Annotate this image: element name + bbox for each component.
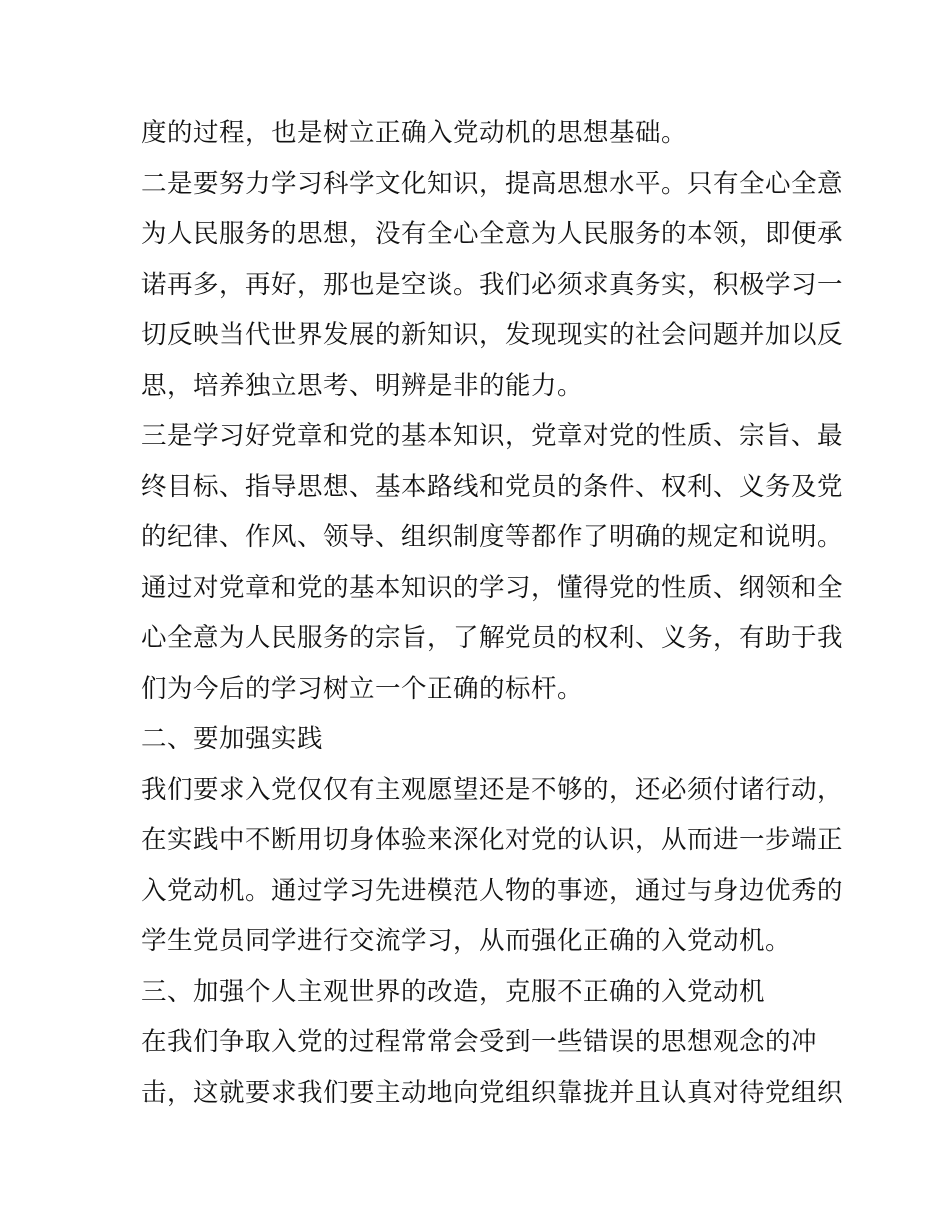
text-line: 切反映当代世界发展的新知识，发现现实的社会问题并加以反 — [141, 320, 844, 350]
text-line: 在我们争取入党的过程常常会受到一些错误的思想观念的冲 — [141, 1027, 818, 1057]
document-body — [141, 108, 844, 1118]
section-heading: 三、加强个人主观世界的改造，克服不正确的入党动机 — [141, 976, 766, 1007]
text-line: 们为今后的学习树立一个正确的标杆。 — [141, 673, 584, 704]
section-heading: 二、要加强实践 — [141, 724, 324, 754]
text-line: 三是学习好党章和党的基本知识，党章对党的性质、宗旨、最 — [141, 421, 844, 451]
text-line: 度的过程，也是树立正确入党动机的思想基础。 — [141, 118, 688, 148]
text-line: 诺再多，再好，那也是空谈。我们必须求真务实，积极学习一 — [141, 269, 844, 300]
text-line: 入党动机。通过学习先进模范人物的事迹，通过与身边优秀的 — [141, 875, 844, 906]
text-line: 为人民服务的思想，没有全心全意为人民服务的本领，即便承 — [141, 219, 844, 249]
text-line: 二是要努力学习科学文化知识，提高思想水平。只有全心全意 — [141, 168, 844, 199]
text-line: 我们要求入党仅仅有主观愿望还是不够的，还必须付诸行动， — [141, 774, 844, 805]
text-line: 学生党员同学进行交流学习，从而强化正确的入党动机。 — [141, 926, 792, 956]
text-line: 在实践中不断用切身体验来深化对党的认识，从而进一步端正 — [141, 825, 844, 855]
text-line: 击，这就要求我们要主动地向党组织靠拢并且认真对待党组织 — [141, 1077, 844, 1108]
text-line: 思，培养独立思考、明辨是非的能力。 — [141, 370, 584, 401]
text-line: 的纪律、作风、领导、组织制度等都作了明确的规定和说明。 — [141, 522, 844, 552]
text-line: 终目标、指导思想、基本路线和党员的条件、权利、义务及党 — [141, 471, 844, 502]
text-line: 心全意为人民服务的宗旨，了解党员的权利、义务，有助于我 — [141, 623, 844, 653]
text-line: 通过对党章和党的基本知识的学习，懂得党的性质、纲领和全 — [141, 572, 844, 603]
